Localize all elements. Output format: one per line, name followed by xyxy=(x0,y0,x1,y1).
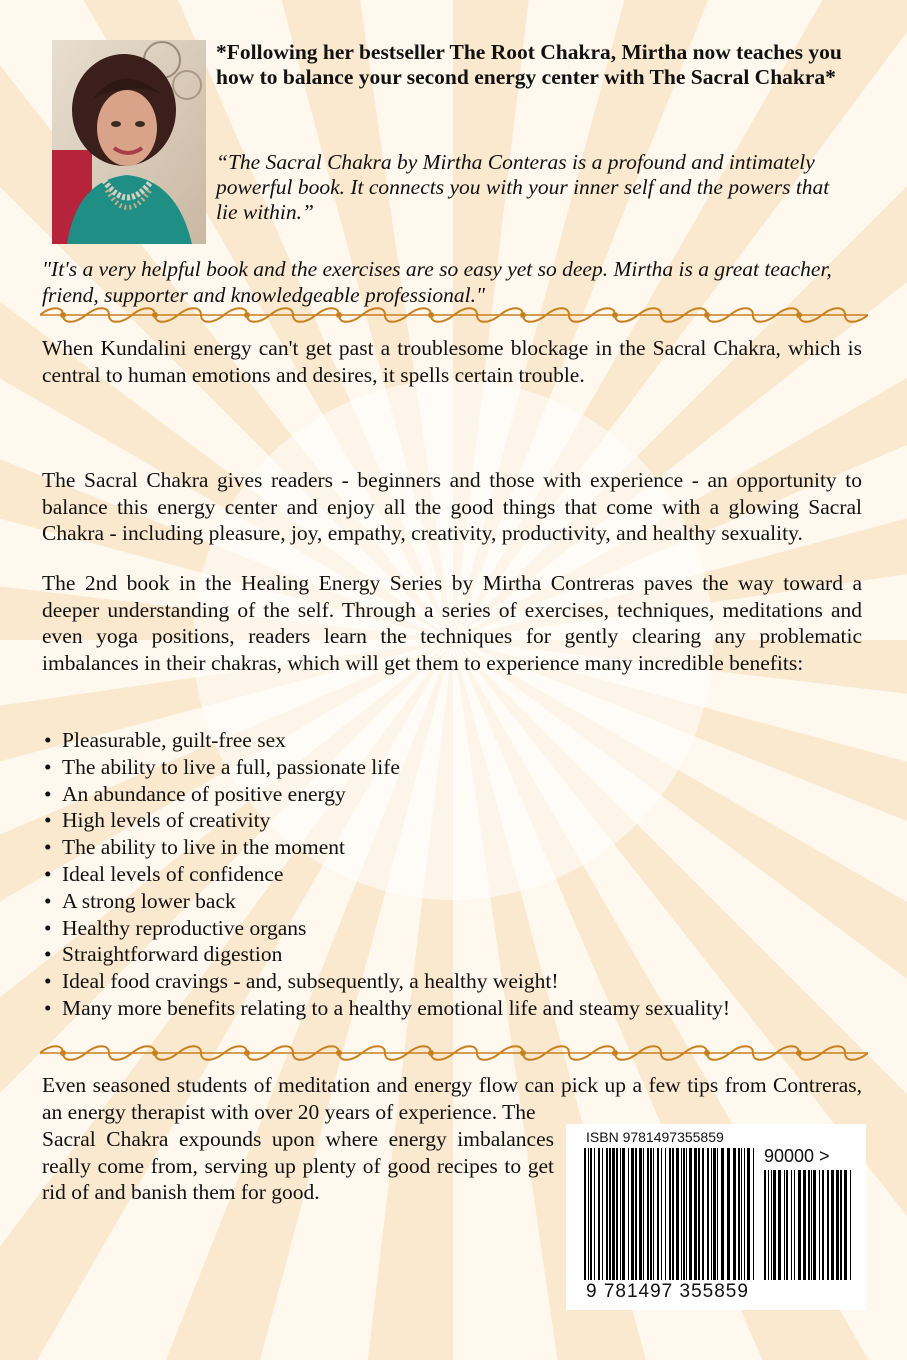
barcode-bar xyxy=(727,1148,730,1280)
barcode-bar xyxy=(639,1148,642,1280)
barcode-bar xyxy=(620,1148,621,1280)
barcode-bar xyxy=(784,1170,785,1280)
author-photo xyxy=(52,40,206,244)
divider-dot xyxy=(520,1050,526,1056)
barcode-bar xyxy=(689,1148,692,1280)
barcode-bar xyxy=(612,1148,615,1280)
price-barcode-bars xyxy=(764,1170,852,1280)
benefit-item: • Pleasurable, guilt-free sex xyxy=(42,727,842,754)
isbn-label: ISBN 9781497355859 xyxy=(586,1129,724,1145)
barcode-bar xyxy=(598,1148,600,1280)
ornament-divider-bottom xyxy=(40,1044,868,1062)
barcode-bar xyxy=(681,1148,682,1280)
benefits-list xyxy=(42,727,842,1022)
barcode-bar xyxy=(747,1148,750,1280)
barcode-bar xyxy=(622,1148,625,1280)
barcode-bar xyxy=(676,1148,679,1280)
barcode-bar xyxy=(661,1148,662,1280)
benefit-item: • The ability to live a full, passionate life xyxy=(42,754,842,781)
barcode-bar xyxy=(616,1148,618,1280)
barcode-bar xyxy=(590,1148,592,1280)
paragraph-series: The 2nd book in the Healing Energy Series by Mirtha Contreras paves the way toward a deeper understanding of the self. Through a series of exercises, techniques, meditations and even yoga positions, readers learn the techniques for gently clearing any problematic imbalances in their chakras, which will get them to experience many incredible benefits: xyxy=(42,571,862,675)
barcode-bar xyxy=(808,1170,810,1280)
divider-dot xyxy=(796,312,802,318)
barcode-bar xyxy=(773,1170,776,1280)
divider-dot xyxy=(520,312,526,318)
divider-dot xyxy=(336,1050,342,1056)
barcode-bar xyxy=(672,1148,674,1280)
barcode-bar xyxy=(778,1170,781,1280)
barcode-bar xyxy=(702,1148,704,1280)
barcode-bars xyxy=(584,1148,754,1280)
barcode-bar xyxy=(609,1148,611,1280)
barcode-bar xyxy=(606,1148,608,1280)
barcode-bar xyxy=(647,1148,649,1280)
divider-dot xyxy=(152,1050,158,1056)
barcode-bar xyxy=(786,1170,788,1280)
barcode-bar xyxy=(683,1148,685,1280)
review-quote-1: “The Sacral Chakra by Mirtha Conteras is a profound and intimately powerful book. It connects you with your inner self and the powers that lie within.” xyxy=(216,150,830,224)
divider-dot xyxy=(152,312,158,318)
barcode-bar xyxy=(813,1170,816,1280)
benefit-item: • A strong lower back xyxy=(42,888,842,915)
barcode-bar xyxy=(628,1148,629,1280)
divider-dot xyxy=(612,312,618,318)
barcode-bar xyxy=(771,1170,772,1280)
barcode-bar xyxy=(840,1170,842,1280)
divider-dot xyxy=(704,312,710,318)
barcode-bar xyxy=(844,1170,847,1280)
barcode-bar xyxy=(707,1148,709,1280)
benefit-item: • Ideal levels of confidence xyxy=(42,861,842,888)
divider-dot xyxy=(704,1050,710,1056)
barcode-bar xyxy=(653,1148,654,1280)
barcode-bar xyxy=(584,1148,586,1280)
barcode-bar xyxy=(721,1148,724,1280)
divider-dot xyxy=(796,1050,802,1056)
barcode-bar xyxy=(733,1148,736,1280)
barcode-digits: 9 781497 355859 xyxy=(586,1281,749,1302)
barcode-bar xyxy=(713,1148,716,1280)
price-code: 90000 > xyxy=(764,1146,830,1166)
divider-dot xyxy=(428,1050,434,1056)
barcode-bar xyxy=(794,1170,795,1280)
benefit-item: • Straightforward digestion xyxy=(42,941,842,968)
barcode-bar xyxy=(768,1170,769,1280)
barcode-bar xyxy=(686,1148,687,1280)
isbn-barcode xyxy=(566,1124,866,1310)
barcode-bar xyxy=(753,1148,754,1280)
barcode-bar xyxy=(698,1148,700,1280)
barcode-bar xyxy=(643,1148,644,1280)
divider-dot xyxy=(244,1050,250,1056)
barcode-bar xyxy=(631,1148,634,1280)
divider-dot xyxy=(428,312,434,318)
benefit-item: • The ability to live in the moment xyxy=(42,834,842,861)
barcode-bar xyxy=(822,1170,824,1280)
barcode-bar xyxy=(588,1148,589,1280)
paragraph-seasoned-students-continued: Sacral Chakra expounds upon where energy imbalances really come from, serving up plenty of good recipes to get rid of and banish them for good. xyxy=(42,1127,554,1204)
divider-dot xyxy=(612,1050,618,1056)
barcode-bar xyxy=(665,1148,666,1280)
barcode-bar xyxy=(602,1148,603,1280)
barcode-bar xyxy=(650,1148,652,1280)
divider-dot xyxy=(244,312,250,318)
paragraph-seasoned-students: Even seasoned students of meditation and energy flow can pick up a few tips from Contreras, an energy therapist with over 20 years of experience. The xyxy=(42,1073,862,1124)
barcode-bar xyxy=(635,1148,637,1280)
barcode-bar xyxy=(803,1170,806,1280)
review-quote-2: "It's a very helpful book and the exercises are so easy yet so deep. Mirtha is a great teacher, friend, supporter and knowledgeable professional." xyxy=(42,257,832,307)
benefit-item: • Many more benefits relating to a healthy emotional life and steamy sexuality! xyxy=(42,995,842,1022)
barcode-bar xyxy=(850,1170,851,1280)
divider-dot xyxy=(336,312,342,318)
paragraph-sacral-chakra: The Sacral Chakra gives readers - beginners and those with experience - an opportunity to balance this energy center and enjoy all the good things that come with a glowing Sacral Chakra - including pleasure, joy, empathy, creativity, productivity, and healthy sexuality. xyxy=(42,468,862,545)
benefit-item: • High levels of creativity xyxy=(42,807,842,834)
barcode-bar xyxy=(827,1170,829,1280)
benefit-item: • Ideal food cravings - and, subsequently, a healthy weight! xyxy=(42,968,842,995)
barcode-bar xyxy=(711,1148,712,1280)
barcode-bar xyxy=(744,1148,745,1280)
barcode-bar xyxy=(836,1170,839,1280)
barcode-bar xyxy=(791,1170,792,1280)
headline: *Following her bestseller The Root Chakra, Mirtha now teaches you how to balance your second energy center with The Sacral Chakra* xyxy=(216,40,842,89)
barcode-bar xyxy=(694,1148,697,1280)
barcode-bar xyxy=(594,1148,595,1280)
barcode-bar xyxy=(819,1170,820,1280)
barcode-bar xyxy=(798,1170,801,1280)
barcode-bar xyxy=(717,1148,718,1280)
benefit-item: • An abundance of positive energy xyxy=(42,781,842,808)
barcode-bar xyxy=(764,1170,766,1280)
divider-dot xyxy=(60,1050,66,1056)
ornament-divider-top xyxy=(40,306,868,324)
barcode-bar xyxy=(811,1170,812,1280)
barcode-bar xyxy=(669,1148,671,1280)
barcode-bar xyxy=(657,1148,659,1280)
benefit-item: • Healthy reproductive organs xyxy=(42,915,842,942)
barcode-bar xyxy=(831,1170,834,1280)
divider-dot xyxy=(60,312,66,318)
barcode-bar xyxy=(741,1148,742,1280)
paragraph-kundalini: When Kundalini energy can't get past a troublesome blockage in the Sacral Chakra, which is central to human emotions and desires, it spells certain trouble. xyxy=(42,336,862,387)
barcode-bar xyxy=(738,1148,740,1280)
